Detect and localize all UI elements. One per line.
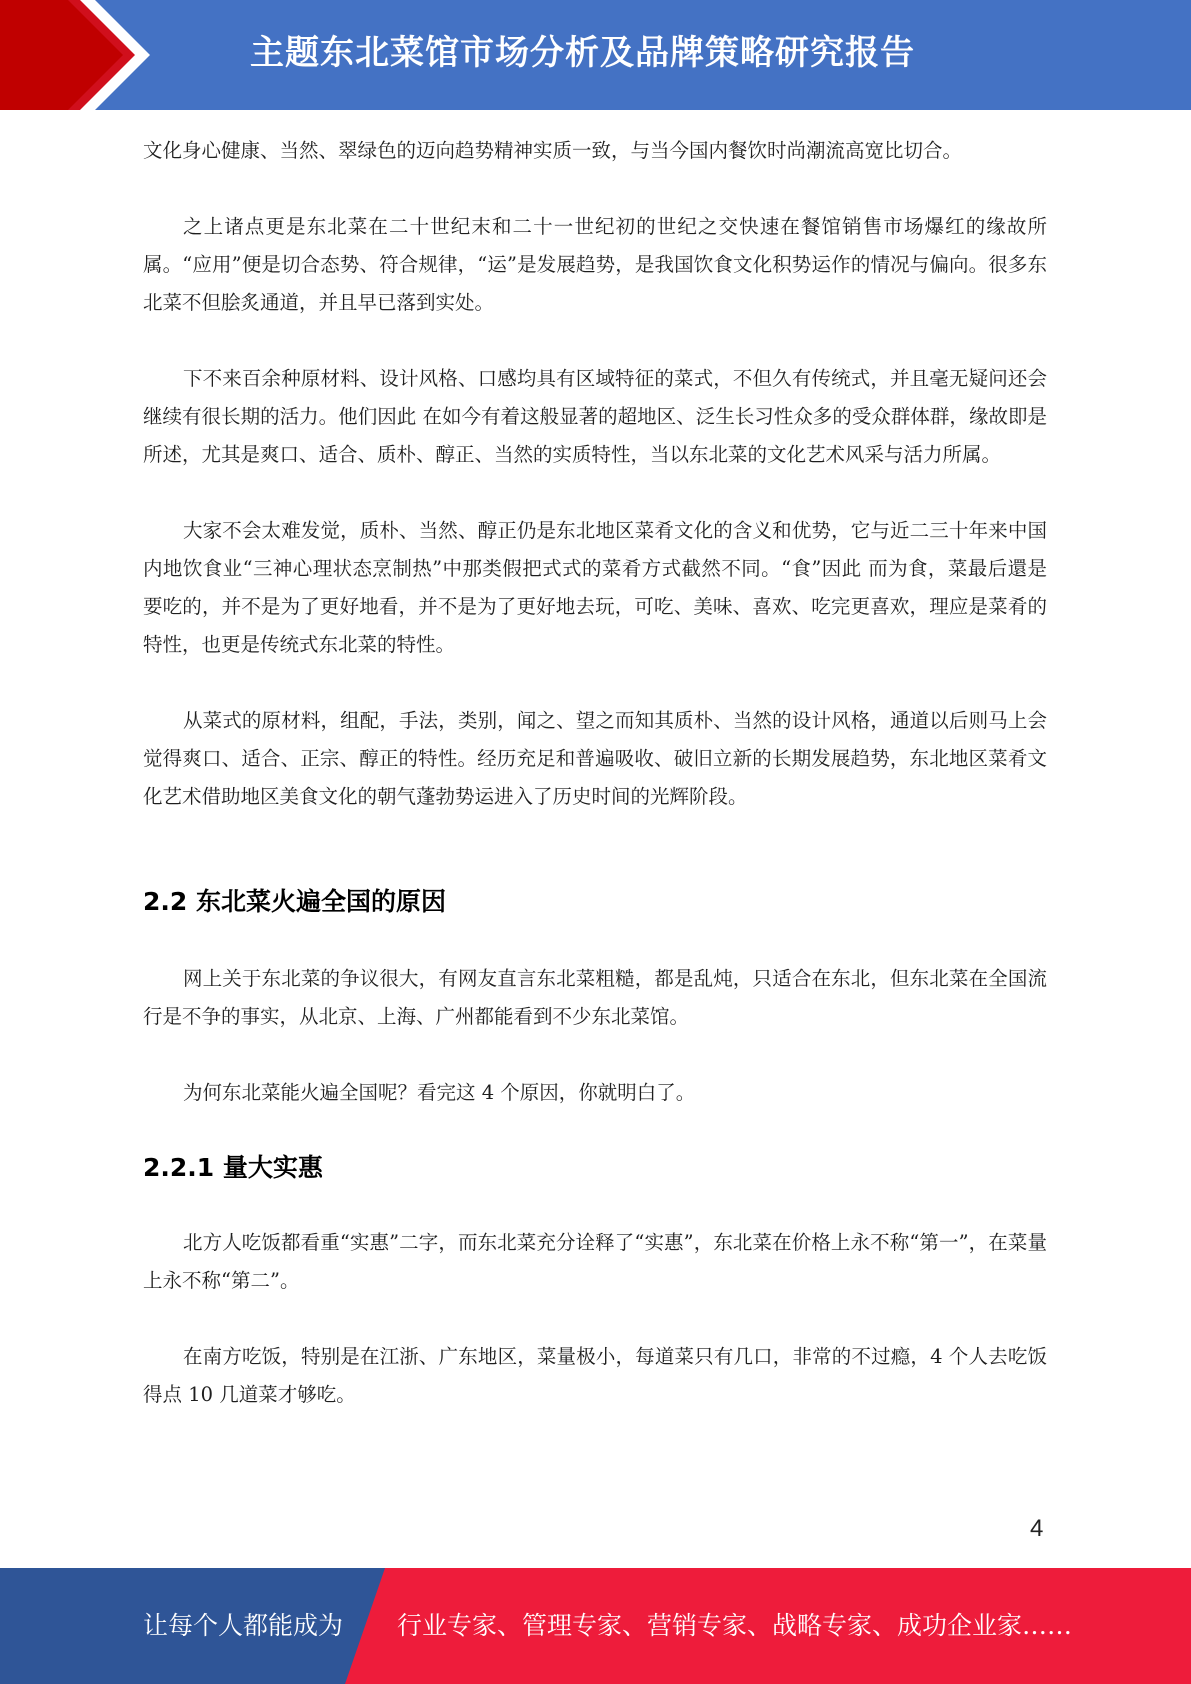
paragraph: 在南方吃饭，特别是在江浙、广东地区，菜量极小，每道菜只有几口，非常的不过瘾，4 个人去吃饭得点 10 几道菜才够吃。 [143, 1345, 1047, 1406]
paragraph: 为何东北菜能火遍全国呢？看完这 4 个原因，你就明白了。 [183, 1081, 696, 1104]
header-arrow-decoration [0, 0, 160, 110]
document-body [143, 132, 1047, 1452]
section-heading-2-2: 2.2 东北菜火遍全国的原因 [143, 887, 446, 916]
paragraph: 文化身心健康、当然、翠绿色的迈向趋势精神实质一致，与当今国内餐饮时尚潮流高宽比切合。 [143, 139, 963, 162]
paragraph: 从菜式的原材料，组配，手法，类别，闻之、望之而知其质朴、当然的设计风格，通道以后则马上会觉得爽口、适合、正宗、醇正的特性。经历充足和普遍吸收、破旧立新的长期发展趋势，东北地区菜肴文化艺术借助地区美食文化的朝气蓬勃势运进入了历史时间的光辉阶段。 [143, 709, 1047, 808]
page-number: 4 [1030, 1515, 1044, 1542]
paragraph: 大家不会太难发觉，质朴、当然、醇正仍是东北地区菜肴文化的含义和优势，它与近二三十年来中国内地饮食业“三神心理状态烹制热”中那类假把式式的菜肴方式截然不同。“食”因此 而为食，菜最后還是要吃的，并不是为了更好地看，并不是为了更好地去玩，可吃、美味、喜欢、吃完更喜欢，理应是菜肴的特性，也更是传统式东北菜的特性。 [143, 519, 1047, 656]
paragraph: 下不来百余种原材料、设计风格、口感均具有区域特征的菜式，不但久有传统式，并且毫无疑问还会继续有很长期的活力。他们因此 在如今有着这般显著的超地区、泛生长习性众多的受众群体群，缘故即是所述，尤其是爽口、适合、质朴、醇正、当然的实质特性，当以东北菜的文化艺术风采与活力所属。 [143, 367, 1047, 466]
paragraph: 北方人吃饭都看重“实惠”二字，而东北菜充分诠释了“实惠”，东北菜在价格上永不称“第一”，在菜量上永不称“第二”。 [143, 1231, 1047, 1292]
subsection-heading-2-2-1: 2.2.1 量大实惠 [143, 1153, 323, 1182]
paragraph: 网上关于东北菜的争议很大，有网友直言东北菜粗糙，都是乱炖，只适合在东北，但东北菜在全国流行是不争的事实，从北京、上海、广州都能看到不少东北菜馆。 [143, 967, 1047, 1028]
footer-slogan-right: 行业专家、管理专家、营销专家、战略专家、成功企业家…… [397, 1611, 1073, 1640]
page-header [0, 0, 1191, 110]
paragraph: 之上诸点更是东北菜在二十世纪末和二十一世纪初的世纪之交快速在餐馆销售市场爆红的缘故所属。“应用”便是切合态势、符合规律，“运”是发展趋势，是我国饮食文化积势运作的情况与偏向。很多东北菜不但脍炙通道，并且早已落到实处。 [143, 215, 1047, 314]
page-footer [0, 1568, 1191, 1684]
document-title: 主题东北菜馆市场分析及品牌策略研究报告 [250, 33, 915, 73]
footer-slogan-left: 让每个人都能成为 [143, 1611, 344, 1640]
